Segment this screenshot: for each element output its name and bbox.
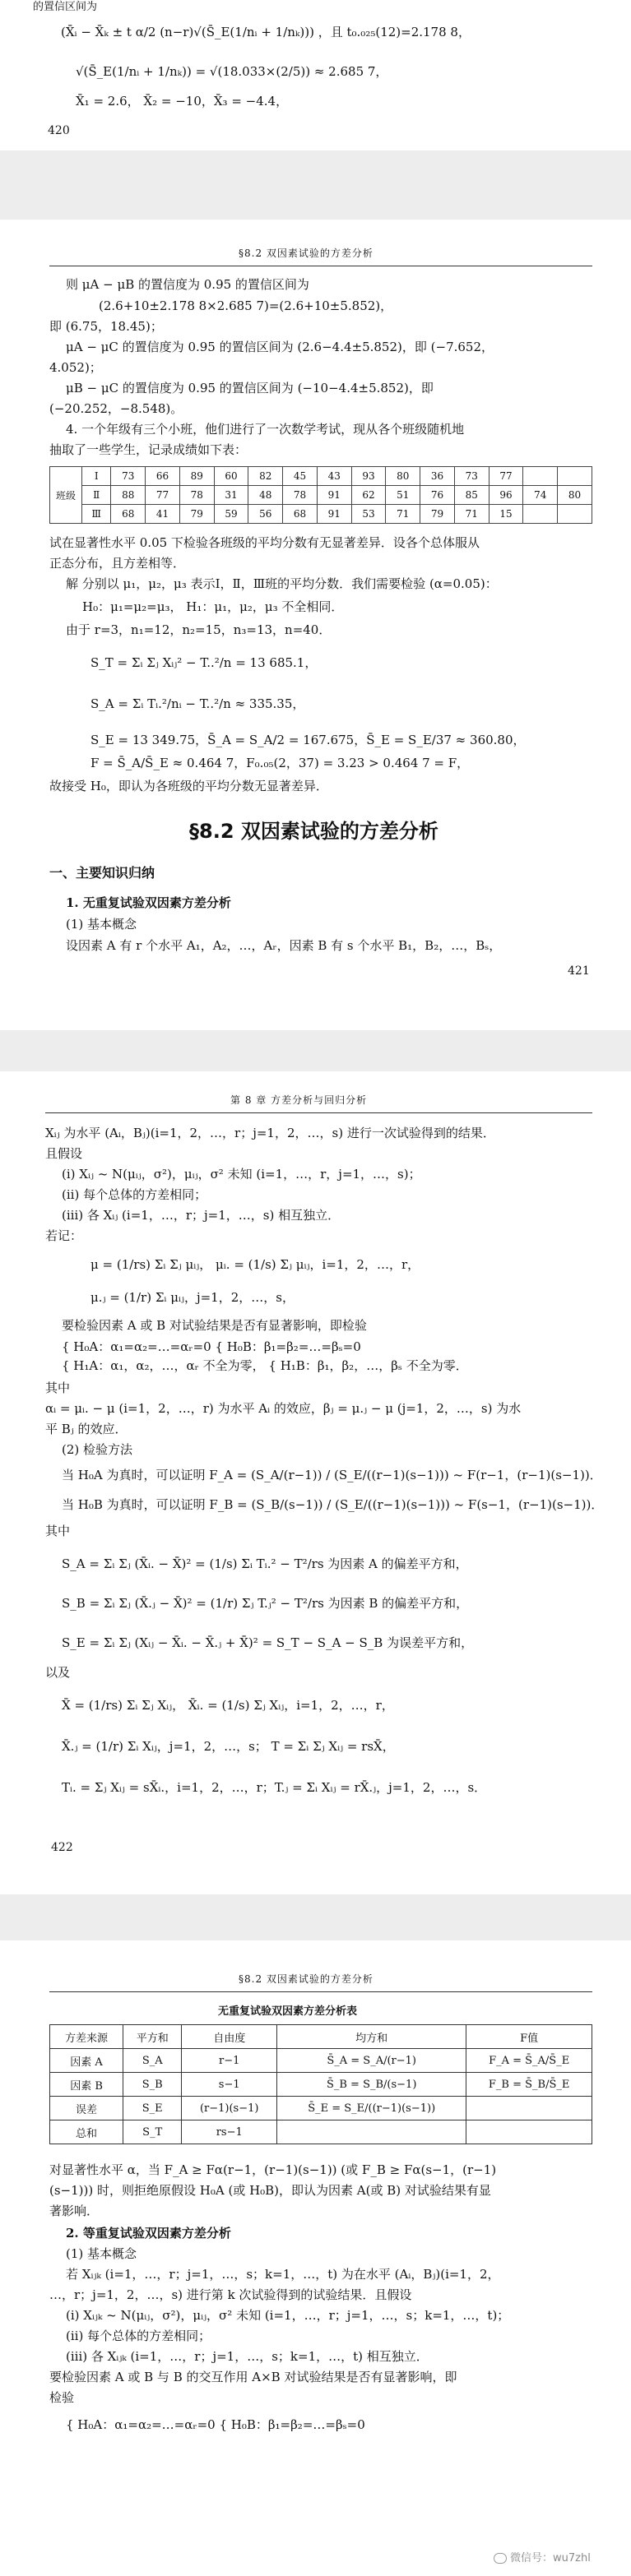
formula-line: S_E = Σᵢ Σⱼ (Xᵢⱼ − X̄ᵢ. − X̄.ⱼ + X̄)² = S_T − S_A − S_B 为误差平方和， xyxy=(62,1635,474,1650)
table-cell: 总和 xyxy=(50,2120,123,2144)
table-cell: S_A xyxy=(123,2049,182,2073)
text-line: 平 Bⱼ 的效应． xyxy=(45,1422,128,1436)
table-title: 无重复试验双因素方差分析表 xyxy=(218,2005,358,2018)
table-cell xyxy=(558,505,592,524)
table-row xyxy=(50,467,592,486)
formula-line: H₀：μ₁=μ₂=μ₃， H₁：μ₁，μ₂，μ₃ 不全相同． xyxy=(82,599,344,614)
text-line: μA − μC 的置信度为 0.95 的置信区间为 (2.6−4.4±5.852)，即 (−7.652， xyxy=(66,340,494,354)
formula-line: 当 H₀B 为真时，可以证明 F_B = (S_B/(s−1)) / (S_E/((r−1)(s−1))) ~ F(s−1，(r−1)(s−1))． xyxy=(62,1497,604,1512)
text-line: 则 μA − μB 的置信度为 0.95 的置信区间为 xyxy=(66,277,309,292)
formula-line: { H₀A：α₁=α₂=…=αᵣ=0 { H₀B：β₁=β₂=…=βₛ=0 xyxy=(62,1339,361,1354)
running-header: §8.2 双因素试验的方差分析 xyxy=(239,247,373,259)
text-line: 解 分别以 μ₁，μ₂，μ₃ 表示Ⅰ，Ⅱ，Ⅲ班的平均分数．我们需要检验 (α=0.05)： xyxy=(66,576,498,591)
table-row xyxy=(50,2097,592,2120)
table-cell xyxy=(466,2120,592,2144)
text-line: Xᵢⱼ 为水平 (Aᵢ，Bⱼ)(i=1，2，…，r；j=1，2，…，s) 进行一次试验得到的结果． xyxy=(45,1126,495,1140)
table-cell: S̄_A = S_A/(r−1) xyxy=(277,2049,466,2073)
table-cell: 59 xyxy=(214,505,248,524)
table-cell: (r−1)(s−1) xyxy=(182,2097,277,2120)
formula-line: S_B = Σᵢ Σⱼ (X̄.ⱼ − X̄)² = (1/r) Σⱼ T.ⱼ² − T²/rs 为因素 B 的偏差平方和， xyxy=(62,1596,469,1611)
table-row xyxy=(50,505,592,524)
table-cell: 68 xyxy=(283,505,318,524)
text-line: 由于 r=3，n₁=12，n₂=15，n₃=13，n=40． xyxy=(66,622,332,637)
table-cell xyxy=(466,2097,592,2120)
table-cell xyxy=(523,505,558,524)
text-line: 要检验因素 A 或 B 对试验结果是否有显著影响，即检验 xyxy=(62,1318,367,1333)
table-cell: 误差 xyxy=(50,2097,123,2120)
text-line: 试在显著性水平 0.05 下检验各班级的平均分数有无显著差异．设各个总体服从 xyxy=(49,535,480,550)
formula-line: (2.6+10±2.178 8×2.685 7)=(2.6+10±5.852)， xyxy=(99,298,393,313)
table-cell xyxy=(277,2120,466,2144)
text-line: 若记： xyxy=(45,1228,83,1243)
table-cell: 78 xyxy=(283,486,318,505)
table-cell: 36 xyxy=(420,467,455,486)
text-line: 以及 xyxy=(45,1665,71,1680)
text-line: …，r；j=1，2，…，s) 进行第 k 次试验得到的试验结果．且假设 xyxy=(49,2287,412,2302)
text-line: (2) 检验方法 xyxy=(62,1442,133,1457)
table-cell xyxy=(523,467,558,486)
table-header-cell: 方差来源 xyxy=(50,2025,123,2049)
table-cell: 77 xyxy=(146,486,180,505)
table-cell: Ⅲ xyxy=(82,505,111,524)
subsubsection-title: 1. 无重复试验双因素方差分析 xyxy=(66,895,231,910)
table-cell: 71 xyxy=(454,505,489,524)
table-cell: 74 xyxy=(523,486,558,505)
table-cell: 因素 B xyxy=(50,2073,123,2097)
page-gap xyxy=(0,150,631,220)
table-cell: rs−1 xyxy=(182,2120,277,2144)
table-row-label: 班级 xyxy=(50,467,82,524)
page-gap xyxy=(0,1894,631,1940)
text-line: (ⅱ) 每个总体的方差相同； xyxy=(66,2329,211,2343)
formula-line: S_T = Σᵢ Σⱼ Xᵢⱼ² − T..²/n = 13 685.1， xyxy=(90,655,318,670)
table-cell: 68 xyxy=(111,505,146,524)
formula-line: { H₁A：α₁，α₂，…，αᵣ 不全为零， { H₁B：β₁，β₂，…，βₛ 不全为零． xyxy=(62,1358,468,1373)
table-cell: r−1 xyxy=(182,2049,277,2073)
table-header-cell: F值 xyxy=(466,2025,592,2049)
subsubsection-title: 2. 等重复试验双因素方差分析 xyxy=(66,2226,231,2241)
table-cell: 93 xyxy=(351,467,386,486)
text-line: 的置信区间为 xyxy=(33,1,98,13)
text-line: 即 (6.75，18.45)； xyxy=(49,319,163,334)
formula-line: (X̄ᵢ − X̄ₖ ± t α/2 (n−r)√(S̄_E(1/nᵢ + 1/nₖ))) ，且 t₀.₀₂₅(12)=2.178 8， xyxy=(61,25,471,39)
table-cell: 91 xyxy=(317,505,351,524)
table-header-row xyxy=(50,2025,592,2049)
text-line: (−20.252，−8.548)。 xyxy=(49,401,183,416)
subsection-title: 一、主要知识归纳 xyxy=(49,865,155,881)
text-line: 若 Xᵢⱼₖ (i=1，…，r；j=1，…，s；k=1，…，t) 为在水平 (Aᵢ，Bⱼ)(i=1，2， xyxy=(66,2267,500,2282)
watermark xyxy=(494,2549,591,2564)
table-cell: 60 xyxy=(214,467,248,486)
text-line: 4.052)； xyxy=(49,360,102,375)
anova-table xyxy=(49,2024,592,2144)
text-line: 其中 xyxy=(45,1380,71,1395)
page-number: 421 xyxy=(568,964,590,978)
table-cell: 96 xyxy=(489,486,523,505)
formula-line: 当 H₀A 为真时，可以证明 F_A = (S_A/(r−1)) / (S_E/((r−1)(s−1))) ~ F(r−1，(r−1)(s−1))． xyxy=(62,1468,602,1482)
text-line: 抽取了一些学生，记录成绩如下表： xyxy=(49,442,248,457)
table-cell: 51 xyxy=(386,486,420,505)
table-cell: Ⅰ xyxy=(82,467,111,486)
table-header-cell: 平方和 xyxy=(123,2025,182,2049)
table-row xyxy=(50,2073,592,2097)
table-cell: S̄_B = S_B/(s−1) xyxy=(277,2073,466,2097)
formula-line: { H₀A：α₁=α₂=…=αᵣ=0 { H₀B：β₁=β₂=…=βₛ=0 xyxy=(66,2417,365,2432)
page-421 xyxy=(0,220,631,1030)
table-cell: F_A = S̄_A/S̄_E xyxy=(466,2049,592,2073)
table-cell: 41 xyxy=(146,505,180,524)
table-cell: 45 xyxy=(283,467,318,486)
text-line: 4. 一个年级有三个小班，他们进行了一次数学考试，现从各个班级随机地 xyxy=(66,422,465,437)
text-line: 正态分布，且方差相等． xyxy=(49,556,186,571)
table-cell: 79 xyxy=(420,505,455,524)
table-cell: 62 xyxy=(351,486,386,505)
table-cell: 85 xyxy=(454,486,489,505)
formula-line: √(S̄_E(1/nᵢ + 1/nₖ)) = √(18.033×(2/5)) ≈ 2.685 7， xyxy=(76,64,388,79)
table-cell: 78 xyxy=(179,486,214,505)
text-line: 且假设 xyxy=(45,1146,83,1161)
table-cell: 71 xyxy=(386,505,420,524)
table-cell: F_B = S̄_B/S̄_E xyxy=(466,2073,592,2097)
text-line: (ⅲ) 各 Xᵢⱼₖ (i=1，…，r；j=1，…，s；k=1，…，t) 相互独立． xyxy=(66,2349,429,2364)
table-cell: S̄_E = S_E/((r−1)(s−1)) xyxy=(277,2097,466,2120)
table-header-cell: 自由度 xyxy=(182,2025,277,2049)
wechat-icon xyxy=(494,2553,507,2564)
table-cell: 15 xyxy=(489,505,523,524)
table-cell: 43 xyxy=(317,467,351,486)
formula-line: S_E = 13 349.75，S̄_A = S_A/2 = 167.675，S̄_E = S_E/37 ≈ 360.80， xyxy=(90,733,526,747)
table-cell xyxy=(558,467,592,486)
formula-line: Tᵢ. = Σⱼ Xᵢⱼ = sX̄ᵢ.，i=1，2，…，r；T.ⱼ = Σᵢ Xᵢⱼ = rX̄.ⱼ，j=1，2，…，s． xyxy=(62,1780,487,1795)
text-line: 要检验因素 A 或 B 与 B 的交互作用 A×B 对试验结果是否有显著影响，即 xyxy=(49,2370,457,2384)
text-line: (s−1))) 时，则拒绝原假设 H₀A (或 H₀B)，即认为因素 A(或 B) 对试验结果有显 xyxy=(49,2183,491,2198)
text-line: (1) 基本概念 xyxy=(66,917,137,932)
table-cell: 31 xyxy=(214,486,248,505)
formula-line: S_A = Σᵢ Tᵢ.²/nᵢ − T..²/n ≈ 335.35， xyxy=(90,696,305,711)
table-cell: S_E xyxy=(123,2097,182,2120)
table-cell: 73 xyxy=(111,467,146,486)
formula-line: F = S̄_A/S̄_E ≈ 0.464 7，F₀.₀₅(2，37) = 3.23 > 0.464 7 = F， xyxy=(90,756,470,770)
table-cell: 53 xyxy=(351,505,386,524)
running-header: §8.2 双因素试验的方差分析 xyxy=(239,1973,373,1985)
scores-table xyxy=(49,466,592,524)
page-number: 420 xyxy=(48,124,70,137)
header-rule xyxy=(49,1991,592,1992)
formula-line: μ.ⱼ = (1/r) Σᵢ μᵢⱼ，j=1，2，…，s， xyxy=(90,1290,295,1305)
table-cell: 80 xyxy=(558,486,592,505)
text-line: μB − μC 的置信度为 0.95 的置信区间为 (−10−4.4±5.852)，即 xyxy=(66,381,434,395)
table-cell: 48 xyxy=(248,486,283,505)
table-cell: 73 xyxy=(454,467,489,486)
table-cell: s−1 xyxy=(182,2073,277,2097)
table-cell: Ⅱ xyxy=(82,486,111,505)
table-cell: 77 xyxy=(489,467,523,486)
formula-line: X̄ = (1/rs) Σᵢ Σⱼ Xᵢⱼ， X̄ᵢ. = (1/s) Σⱼ Xᵢⱼ，i=1，2，…，r， xyxy=(62,1698,394,1713)
text-line: 设因素 A 有 r 个水平 A₁，A₂，…，Aᵣ，因素 B 有 s 个水平 B₁，B₂，…，Bₛ， xyxy=(66,938,502,953)
formula-line: X̄.ⱼ = (1/r) Σᵢ Xᵢⱼ，j=1，2，…，s； T = Σᵢ Σⱼ Xᵢⱼ = rsX̄， xyxy=(62,1739,395,1754)
text-line: 故接受 H₀，即认为各班级的平均分数无显著差异． xyxy=(49,779,328,793)
formula-line: X̄₁ = 2.6， X̄₂ = −10，X̄₃ = −4.4， xyxy=(76,94,289,109)
table-cell: S_T xyxy=(123,2120,182,2144)
table-row xyxy=(50,2120,592,2144)
table-header-cell: 均方和 xyxy=(277,2025,466,2049)
table-cell: 因素 A xyxy=(50,2049,123,2073)
table-cell: 89 xyxy=(179,467,214,486)
page-423 xyxy=(0,1940,631,2576)
text-line: 其中 xyxy=(45,1524,71,1538)
formula-line: μ = (1/rs) Σᵢ Σⱼ μᵢⱼ， μᵢ. = (1/s) Σⱼ μᵢⱼ，i=1，2，…，r， xyxy=(90,1257,420,1272)
table-cell: 80 xyxy=(386,467,420,486)
header-rule xyxy=(45,1112,592,1113)
text-line: (ⅰ) Xᵢⱼₖ ~ N(μᵢⱼ，σ²)，μᵢⱼ，σ² 未知 (i=1，…，r；j=1，…，s；k=1，…，t)； xyxy=(66,2308,510,2323)
page-fragment-420 xyxy=(0,0,631,150)
table-cell: 88 xyxy=(111,486,146,505)
table-cell: 79 xyxy=(179,505,214,524)
text-line: (1) 基本概念 xyxy=(66,2246,137,2261)
text-line: αᵢ = μᵢ. − μ (i=1，2，…，r) 为水平 Aᵢ 的效应，βⱼ = μ.ⱼ − μ (j=1，2，…，s) 为水 xyxy=(45,1401,522,1416)
table-cell: 56 xyxy=(248,505,283,524)
text-line: 著影响． xyxy=(49,2204,100,2218)
table-row xyxy=(50,486,592,505)
text-line: 检验 xyxy=(49,2390,75,2405)
section-title: §8.2 双因素试验的方差分析 xyxy=(189,820,438,843)
table-row xyxy=(50,2049,592,2073)
text-line: (ⅰ) Xᵢⱼ ~ N(μᵢⱼ，σ²)，μᵢⱼ，σ² 未知 (i=1，…，r，j=1，…，s)； xyxy=(62,1167,421,1182)
text-line: (ⅱ) 每个总体的方差相同； xyxy=(62,1187,207,1202)
table-cell: 91 xyxy=(317,486,351,505)
text-line: (ⅲ) 各 Xᵢⱼ (i=1，…，r；j=1，…，s) 相互独立． xyxy=(62,1208,341,1223)
table-cell: 66 xyxy=(146,467,180,486)
table-cell: S_B xyxy=(123,2073,182,2097)
formula-line: S_A = Σᵢ Σⱼ (X̄ᵢ. − X̄)² = (1/s) Σᵢ Tᵢ.² − T²/rs 为因素 A 的偏差平方和， xyxy=(62,1556,468,1571)
running-header: 第 8 章 方差分析与回归分析 xyxy=(230,1094,368,1106)
page-gap xyxy=(0,1030,631,1071)
page-422 xyxy=(0,1071,631,1894)
table-cell: 76 xyxy=(420,486,455,505)
page-number: 422 xyxy=(51,1841,73,1854)
table-cell: 82 xyxy=(248,467,283,486)
text-line: 对显著性水平 α，当 F_A ≥ Fα(r−1，(r−1)(s−1)) (或 F_B ≥ Fα(s−1，(r−1) xyxy=(49,2162,497,2177)
watermark-text: 微信号：wu7zhl xyxy=(510,2552,591,2564)
